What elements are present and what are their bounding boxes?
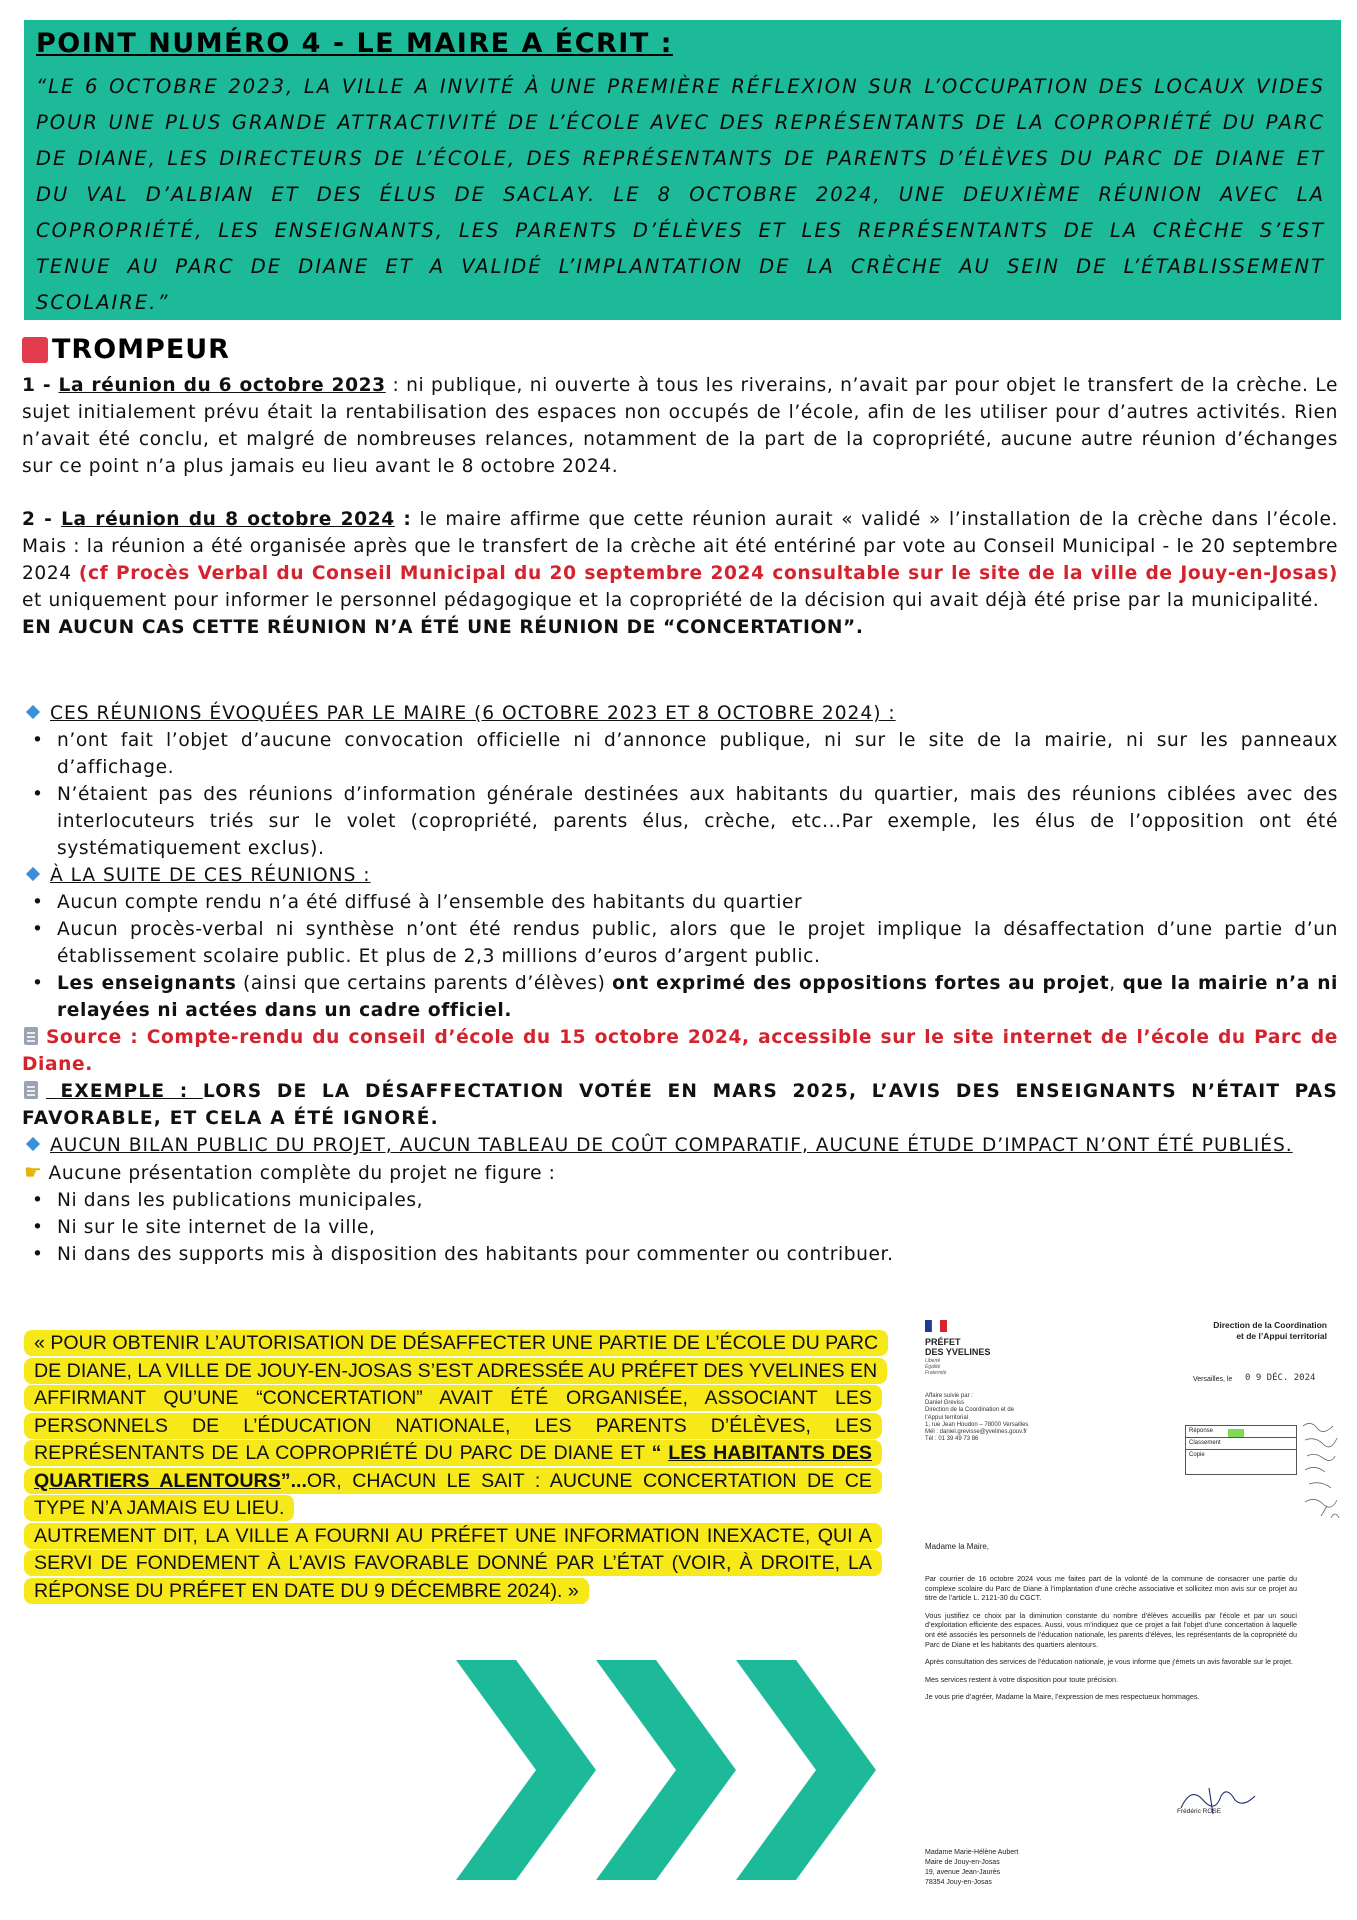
prefect-letter: [915, 1310, 1347, 1910]
letter-date-stamp: 0 9 DÉC. 2024: [1245, 1373, 1316, 1383]
list-item: • Aucun procès-verbal ni synthèse n’ont été rendus public, alors que le projet implique la désaffectation d’une partie d’un établissement scolaire public. Et plus de 2,3 millions d’euros d’argent public.: [22, 916, 1338, 970]
verdict: [22, 334, 230, 365]
red-square-icon: [22, 337, 48, 363]
callout-emphasis: LES HABITANTS DES QUARTIERS ALENTOURS: [34, 1442, 872, 1492]
example-row: [22, 1078, 1338, 1132]
opposition-text: ont exprimé des oppositions fortes au projet: [612, 973, 1110, 994]
letter-greeting: Madame la Maire,: [925, 1542, 990, 1551]
teachers-label: Les enseignants: [57, 973, 237, 994]
recipient-line: Madame Marie-Hélène Aubert: [925, 1849, 1019, 1856]
letter-paragraph: Je vous prie d’agréer, Madame la Maire, l’expression de mes respectueux hommages.: [925, 1692, 1200, 1702]
mayor-quote: “LE 6 OCTOBRE 2023, LA VILLE A INVITÉ À UNE PREMIÈRE RÉFLEXION SUR L’OCCUPATION DES LOCAUX VIDES POUR UNE PLUS GRANDE ATTRACTIVITÉ DE L’ÉCOLE AVEC DES REPRÉSENTANTS DE LA COPROPRIÉTÉ DU PARC DE DIANE, LES DIRECTEURS DE L’ÉCOLE, DES REPRÉSENTANTS DE PARENTS D’ÉLÈVES DU PARC DE DIANE ET DU VAL D’ALBIAN ET DES ÉLUS DE SACLAY. LE 8 OCTOBRE 2024, UNE DEUXIÈME RÉUNION AVEC LA COPROPRIÉTÉ, LES ENSEIGNANTS, LES PARENTS D’ÉLÈVES ET LES REPRÉSENTANTS DE LA CRÈCHE S’EST TENUE AU PARC DE DIANE ET A VALIDÉ L’IMPLANTATION DE LA CRÈCHE AU SEIN DE L’ÉTABLISSEMENT SCOLAIRE.”: [36, 75, 1325, 314]
chevron-icon: [736, 1660, 876, 1880]
handwritten-annotation: [1301, 1418, 1345, 1538]
prefet-line-1: PRÉFET: [925, 1337, 961, 1347]
presentation-lead: Aucune présentation complète du projet ne figure :: [48, 1163, 556, 1184]
letter-recipient: [925, 1848, 1018, 1888]
source-row: [22, 1024, 1338, 1078]
meetings-heading-row: [22, 700, 1338, 727]
presentation-row: [22, 1159, 1338, 1187]
section-2-text-b: et uniquement pour informer le personnel pédagogique et la copropriété de la décision qui avait déjà été prise par la municipalité.: [22, 590, 1320, 611]
callout-quote-close: ”...: [280, 1469, 307, 1492]
affaire-line: Mél : daniel.grevisse@yvelines.gouv.fr: [925, 1429, 1028, 1436]
letter-direction: [1213, 1320, 1327, 1342]
source-text: Source : Compte-rendu du conseil d’école du 15 octobre 2024, accessible sur le site internet de l’école du Parc de Diane.: [22, 1027, 1338, 1075]
motto-line: Liberté: [925, 1358, 941, 1364]
recipient-line: 19, avenue Jean-Jaurès: [925, 1869, 1001, 1876]
affaire-line: Direction de la Coordination et de: [925, 1407, 1015, 1414]
letter-signer: Frédéric ROSE: [1177, 1808, 1222, 1815]
blue-diamond-icon: [26, 705, 40, 719]
prefet-line-2: DES YVELINES: [925, 1347, 991, 1357]
letter-paragraph: Après consultation des services de l’éducation nationale, je vous informe que j’émets un avis favorable sur le projet.: [925, 1657, 1293, 1667]
list-item: [22, 970, 1338, 1024]
letter-date-prefix: Versailles, le: [1193, 1376, 1233, 1383]
section-2-text-a: le maire affirme que cette réunion aurait « validé » l’installation de la crèche dans l’école. Mais : la réunion a été organisée après que le transfert de la crèche ait été entériné par vote au Conseil Municipal - le 20 septembre 2024: [22, 509, 1338, 584]
callout-part-3: AUTREMENT DIT, LA VILLE A FOURNI AU PRÉFET UNE INFORMATION INEXACTE, QUI A SERVI DE FONDEMENT À L’AVIS FAVORABLE DONNÉ PAR L’ÉTAT (VOIR, À DROITE, LA RÉPONSE DU PRÉFET EN DATE DU 9 DÉCEMBRE 2024). »: [34, 1524, 872, 1602]
callout-part-2: OR, CHACUN LE SAIT : AUCUNE CONCERTATION DE CE TYPE N’A JAMAIS EU LIEU.: [34, 1469, 873, 1519]
meetings-list: [22, 727, 1338, 862]
letter-affaire: [925, 1393, 1028, 1443]
list-item: • Aucun compte rendu n’a été diffusé à l’ensemble des habitants du quartier: [22, 889, 1338, 916]
direction-line: et de l’Appui territorial: [1236, 1331, 1327, 1341]
meetings-heading: CES RÉUNIONS ÉVOQUÉES PAR LE MAIRE (6 OCTOBRE 2023 ET 8 OCTOBRE 2024) :: [50, 703, 896, 724]
list-item: • N’étaient pas des réunions d’information générale destinées aux habitants du quartier, mais des réunions ciblées avec des interlocuteurs triés sur le volet (copropriété, parents élus, crèche, etc...Par exemple, les élus de l’opposition ont été systématiquement exclus).: [22, 781, 1338, 862]
blue-diamond-icon: [26, 1137, 40, 1151]
section-1-text: : ni publique, ni ouverte à tous les riverains, n’avait par pour objet le transfert de la crèche. Le sujet initialement prévu était la rentabilisation des espaces non occupés de l’école, afin de les utiliser pour d’autres activités. Rien n’avait été conclu, et malgré de nombreuses relances, notamment de la part de la copropriété, aucune autre réunion d’échanges sur ce point n’a plus jamais eu lieu avant le 8 octobre 2024.: [22, 375, 1338, 477]
section-2-colon: :: [394, 509, 412, 530]
comma: ,: [1109, 973, 1123, 994]
prefet-label: [925, 1337, 990, 1357]
section-1: [22, 372, 1338, 480]
motto-line: Égalité: [925, 1364, 941, 1370]
section-1-lead: 1 -: [22, 375, 59, 396]
motto-line: Fraternité: [925, 1370, 947, 1376]
no-report-text: AUCUN BILAN PUBLIC DU PROJET, AUCUN TABLEAU DE COÛT COMPARATIF, AUCUNE ÉTUDE D’IMPACT N’ONT ÉTÉ PUBLIÉS.: [50, 1135, 1293, 1156]
not-relayed-text: que la mairie n’a ni relayées ni actées dans un cadre officiel.: [57, 973, 1339, 1021]
green-mark: [1228, 1429, 1244, 1437]
chevron-icon: [596, 1660, 736, 1880]
after-heading-row: [22, 862, 1338, 889]
stamp-row: Copie: [1189, 1452, 1205, 1458]
recipient-line: Maire de Jouy-en-Josas: [925, 1859, 1000, 1866]
blue-diamond-icon: [26, 867, 40, 881]
callout-part-1: « POUR OBTENIR L’AUTORISATION DE DÉSAFFECTER UNE PARTIE DE L’ÉCOLE DU PARC DE DIANE, LA VILLE DE JOUY-EN-JOSAS S’EST ADRESSÉE AU PRÉFET DES YVELINES EN AFFIRMANT QU’UNE “CONCERTATION” AVAIT ÉTÉ ORGANISÉE, ASSOCIANT LES PERSONNELS DE L’ÉDUCATION NATIONALE, LES PARENTS D’ÉLÈVES, LES REPRÉSENTANTS DE LA COPROPRIÉTÉ DU PARC DE DIANE ET: [34, 1332, 879, 1464]
no-report-row: [22, 1132, 1338, 1159]
section-1-title: La réunion du 6 octobre 2023: [58, 375, 386, 396]
after-list: [22, 889, 1338, 1024]
affaire-line: Affaire suivie par :: [925, 1393, 973, 1399]
arrow-chevrons-icon: [456, 1660, 896, 1880]
presentation-list: [22, 1187, 1338, 1268]
letter-body: [925, 1574, 1297, 1710]
marianne-logo-icon: [925, 1320, 947, 1332]
council-reference: (cf Procès Verbal du Conseil Municipal du 20 septembre 2024 consultable sur le site de la ville de Jouy-en-Josas): [78, 563, 1338, 584]
letter-paragraph: Mes services restent à votre disposition pour toute précision.: [925, 1674, 1118, 1684]
section-2-title: La réunion du 8 octobre 2024: [61, 509, 395, 530]
affaire-line: Tél : 01 39 49 73 86: [925, 1436, 979, 1443]
list-item: • Ni dans les publications municipales,: [22, 1187, 1338, 1214]
chevron-icon: [456, 1660, 596, 1880]
pointing-hand-icon: ☛: [24, 1160, 43, 1184]
document-icon: [24, 1081, 38, 1099]
letter-paragraph: Par courrier de 16 octobre 2024 vous me faites part de la volonté de la commune de consacrer une partie du complexe scolaire du Parc de Diane à l’implantation d’une crèche associative et sollicitez mon avis sur ce projet au titre de l’article L. 2121-30 du CGCT.: [925, 1574, 1297, 1603]
section-2: [22, 506, 1338, 641]
section-2-conclusion: EN AUCUN CAS CETTE RÉUNION N’A ÉTÉ UNE RÉUNION DE “CONCERTATION”.: [22, 617, 864, 638]
document-icon: [24, 1027, 38, 1045]
list-item: • Ni sur le site internet de la ville,: [22, 1214, 1338, 1241]
recipient-line: 78354 Jouy-en-Josas: [925, 1879, 992, 1886]
list-item: • Ni dans des supports mis à disposition des habitants pour commenter ou contribuer.: [22, 1241, 1338, 1268]
parents-note: (ainsi que certains parents d’élèves): [236, 973, 613, 994]
details: [22, 700, 1338, 1268]
header-title: POINT NUMÉRO 4 - LE MAIRE A ÉCRIT :: [36, 28, 673, 59]
callout-quote-open: “: [651, 1442, 669, 1464]
after-heading: À LA SUITE DE CES RÉUNIONS :: [50, 865, 371, 886]
callout-text: [24, 1330, 888, 1604]
section-2-lead: 2 -: [22, 509, 62, 530]
verdict-label: TROMPEUR: [52, 334, 230, 365]
stamp-row: Réponse: [1186, 1426, 1296, 1438]
example-text: LORS DE LA DÉSAFFECTATION VOTÉE EN MARS 2025, L’AVIS DES ENSEIGNANTS N’ÉTAIT PAS FAVORABLE, ET CELA A ÉTÉ IGNORÉ.: [22, 1081, 1338, 1129]
example-label: EXEMPLE :: [46, 1081, 203, 1102]
affaire-line: l’Appui territorial: [925, 1414, 969, 1421]
letter-paragraph: Vous justifiez ce choix par la diminution constante du nombre d’élèves accueillis par l’école et par un souci d’exploitation efficiente des espaces. Aussi, vous m’indiquez que ce projet a fait l’objet d’une concertation à laquelle ont été associés les personnels de l’éducation nationale, les parents d’élèves, les représentants de la copropriété du Parc de Diane et les habitants des quartiers alentours.: [925, 1610, 1297, 1649]
list-item: • n’ont fait l’objet d’aucune convocation officielle ni d’annonce publique, ni sur le site de la mairie, ni sur les panneaux d’affichage.: [22, 727, 1338, 781]
prefect-callout: [24, 1330, 882, 1605]
affaire-line: Daniel Greviss: [925, 1400, 965, 1407]
header-box: [24, 20, 1341, 320]
republic-motto: [925, 1358, 946, 1376]
stamp-row: Classement: [1186, 1438, 1296, 1450]
direction-line: Direction de la Coordination: [1213, 1320, 1327, 1330]
affaire-line: 1, rue Jean Houdon – 78000 Versailles: [925, 1421, 1029, 1428]
